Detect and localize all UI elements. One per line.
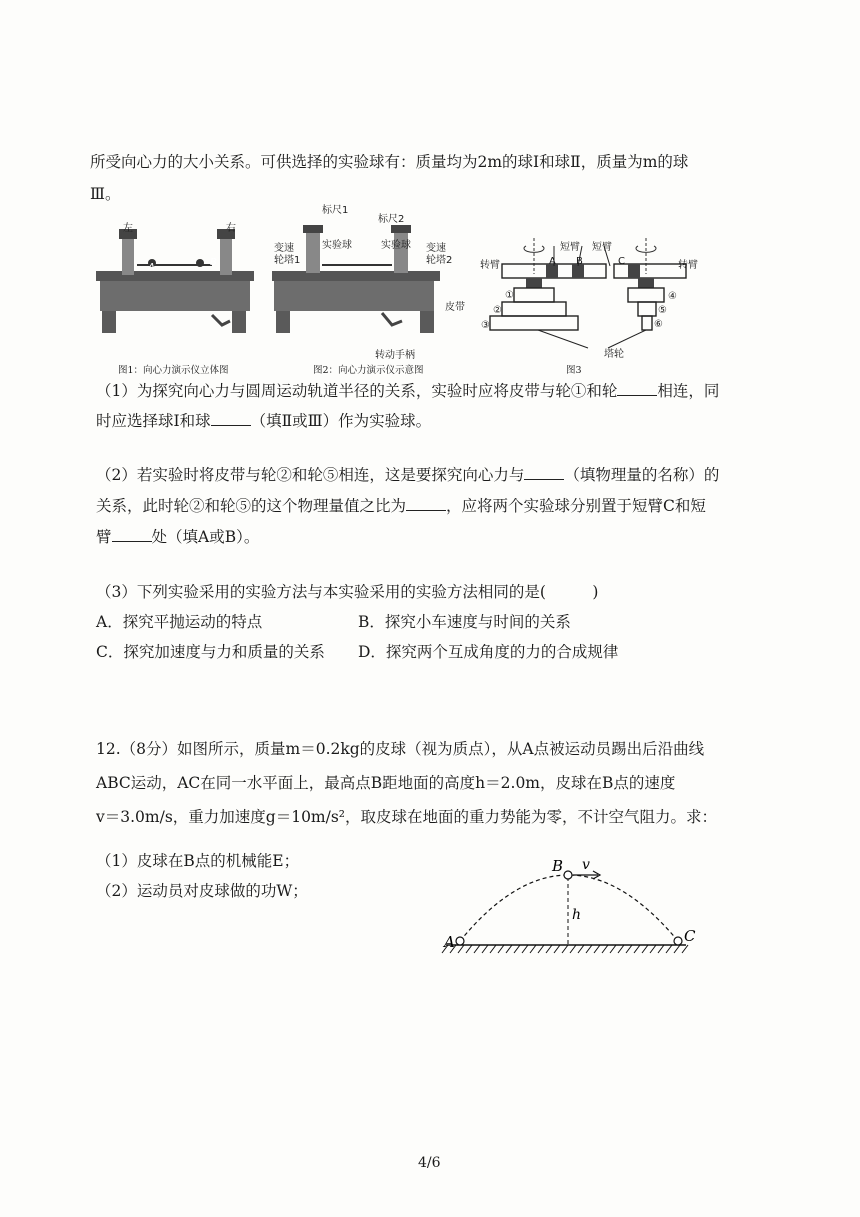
q2-line-3a: 臂	[96, 528, 112, 546]
q12-line-3: v＝3.0m/s，重力加速度g＝10m/s²，取皮球在地面的重力势能为零，不计空气阻力。求：	[96, 808, 718, 826]
fig2-belt: 皮带	[445, 302, 465, 313]
q1-line-1	[96, 380, 719, 402]
q3-option-c[interactable]: C．探究加速度与力和质量的关系	[96, 643, 325, 661]
fig2-tower2: 变速 轮塔2	[426, 243, 453, 266]
q1-line-2b: （填Ⅱ或Ⅲ）作为实验球。	[250, 412, 432, 430]
q2-blank-1[interactable]	[524, 465, 564, 480]
q1-blank-1[interactable]	[617, 381, 657, 396]
figure-2	[270, 215, 445, 340]
q2-line-2a: 关系，此时轮②和轮⑤的这个物理量值之比为	[96, 497, 407, 515]
fig3-c: C	[618, 256, 625, 267]
q3-option-d[interactable]: D．探究两个互成角度的力的合成规律	[358, 643, 619, 661]
diagram-label-v: v	[582, 857, 590, 873]
fig3-arm-left: 转臂	[480, 260, 500, 271]
q2-blank-2[interactable]	[406, 496, 446, 511]
fig2-ball-left: 实验球	[322, 240, 352, 251]
q2-line-3b: 处（填A或B）。	[151, 528, 260, 546]
diagram-label-c: C	[684, 927, 696, 945]
fig2-handle: 转动手柄	[375, 350, 415, 361]
fig3-arm-right: 转臂	[678, 260, 698, 271]
fig3-w6: ⑥	[654, 319, 663, 330]
q2-line-2	[96, 495, 706, 517]
q12-sub-1: （1）皮球在B点的机械能E；	[96, 852, 300, 870]
fig3-short-arm2: 短臂	[592, 242, 612, 253]
q2-line-1b: （填物理量的名称）的	[564, 466, 720, 484]
q2-line-3	[96, 526, 259, 548]
fig3-a: A	[549, 256, 556, 267]
fig1-a-label: A	[148, 262, 155, 273]
fig3-w3: ③	[481, 320, 490, 331]
q3-option-a[interactable]: A．探究平抛运动的特点	[96, 613, 263, 631]
q12-line-1: 12.（8分）如图所示，质量m＝0.2kg的皮球（视为质点），从A点被运动员踢出后沿曲线	[96, 740, 705, 758]
q1-blank-2[interactable]	[211, 411, 251, 426]
fig3-caption: 图3	[566, 365, 582, 376]
diagram-label-h: h	[572, 907, 582, 923]
figure-2-drawing	[270, 215, 445, 340]
fig3-w5: ⑤	[658, 305, 667, 316]
fig2-ruler2: 标尺2	[378, 214, 405, 225]
q1-line-1a: （1）为探究向心力与圆周运动轨道半径的关系，实验时应将皮带与轮①和轮	[96, 382, 618, 400]
q2-line-1	[96, 464, 719, 486]
q3-option-b[interactable]: B．探究小车速度与时间的关系	[358, 613, 571, 631]
fig3-w4: ④	[668, 291, 677, 302]
q12-line-2: ABC运动，AC在同一水平面上，最高点B距地面的高度h＝2.0m，皮球在B点的速度	[96, 774, 676, 792]
fig1-caption: 图1：向心力演示仪立体图	[118, 365, 229, 376]
projectile-diagram	[440, 855, 700, 965]
fig1-right-label: 右	[226, 223, 236, 234]
fig3-b: B	[576, 256, 583, 267]
q2-blank-3[interactable]	[112, 527, 152, 542]
fig3-w1: ①	[505, 290, 514, 301]
intro-line-1: 所受向心力的大小关系。可供选择的实验球有：质量均为2m的球Ⅰ和球Ⅱ，质量为m的球	[90, 153, 689, 171]
q3-stem: （3）下列实验采用的实验方法与本实验采用的实验方法相同的是( )	[96, 583, 599, 601]
fig2-ball-right: 实验球	[381, 240, 411, 251]
q1-line-1b: 相连，同	[657, 382, 720, 400]
diagram-label-b: B	[552, 857, 564, 875]
q1-line-2	[96, 410, 431, 432]
q12-sub-2: （2）运动员对皮球做的功W；	[96, 882, 308, 900]
fig3-w2: ②	[493, 305, 502, 316]
intro-line-2: Ⅲ。	[90, 185, 121, 203]
fig2-caption: 图2：向心力演示仪示意图	[313, 365, 424, 376]
fig1-b-label: B	[210, 257, 217, 268]
q1-line-2a: 时应选择球Ⅰ和球	[96, 412, 211, 430]
fig2-ruler1: 标尺1	[322, 205, 349, 216]
fig3-short-arm1: 短臂	[560, 242, 580, 253]
fig3-wheel-label: 塔轮	[604, 349, 624, 360]
q2-line-1a: （2）若实验时将皮带与轮②和轮⑤相连，这是要探究向心力与	[96, 466, 525, 484]
page-number: 4/6	[418, 1155, 441, 1171]
q2-line-2b: ，应将两个实验球分别置于短臂C和短	[446, 497, 706, 515]
fig2-tower1: 变速 轮塔1	[274, 243, 301, 266]
diagram-label-a: A	[444, 933, 455, 951]
fig1-left-label: 左	[123, 223, 133, 234]
